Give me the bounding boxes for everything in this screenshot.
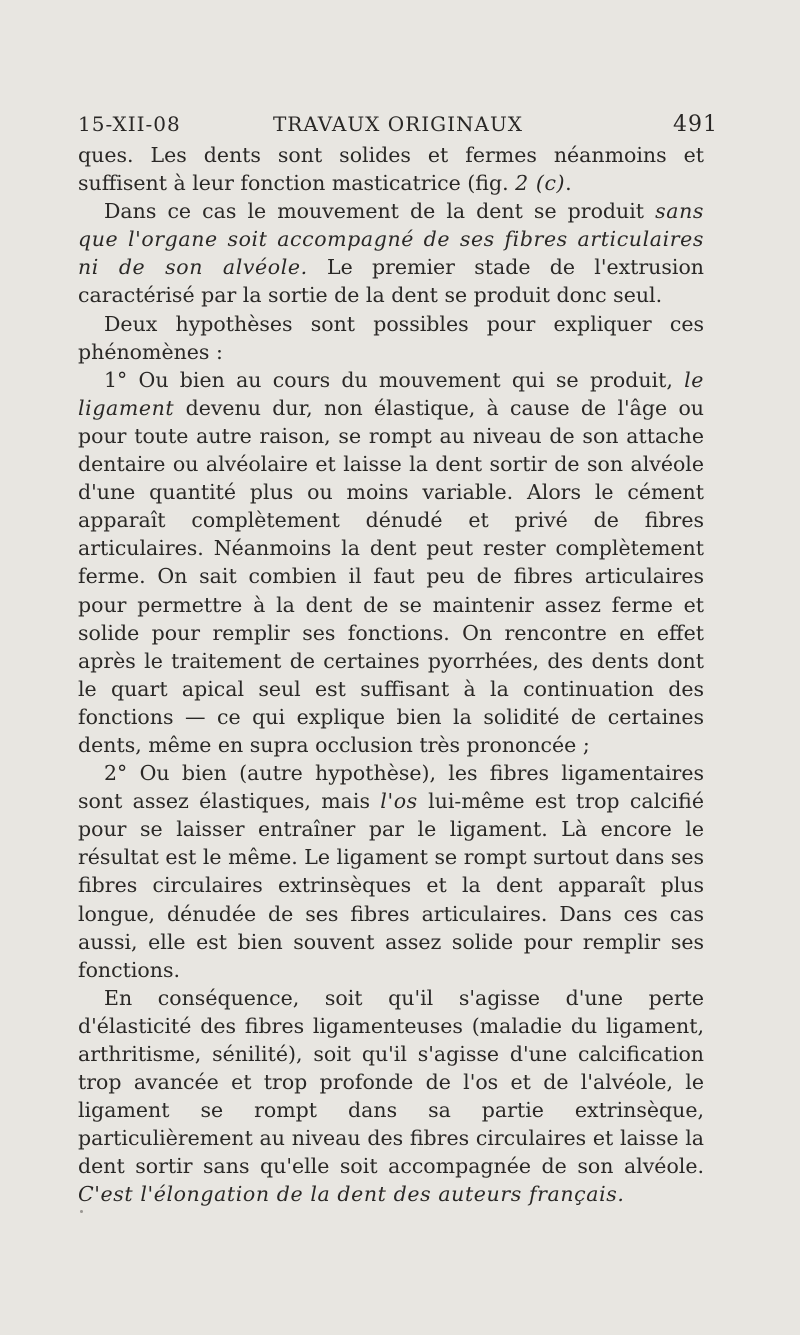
paper-speck [80, 1210, 83, 1213]
italic-text: l'os [380, 789, 418, 814]
text-run: Deux hypothèses sont possibles pour expliquer ces phénomènes : [78, 311, 704, 364]
text-run: Le premier stade de l'extrusion caractérisé par la sortie de la dent se produit donc seul. [78, 255, 705, 308]
text-run: lui-même est trop calcifié pour se laisser entraîner par le ligament. Là encore le résultat est le même. Le ligament se rompt surtout dans ses fibres circulaires extrinsèques et la dent apparaît plus longue, dénudée de ses fibres articulaires. Dans ces cas aussi, elle est bien souvent assez solide pour remplir ses fonctions. [78, 789, 704, 982]
text-run: 2° Ou bien (autre hypothèse), les fibres ligamentaires sont assez élastiques, mais [78, 761, 704, 814]
running-head [78, 112, 718, 142]
paragraph [78, 141, 704, 197]
italic-text: le ligament [78, 367, 704, 420]
italic-text: sans que l'organe soit accompagné de ses fibres articulaires ni de son alvéole. [78, 199, 704, 280]
paragraph [78, 366, 704, 759]
text-run: En conséquence, soit qu'il s'agisse d'une perte d'élasticité des fibres ligamenteuses (maladie du ligament, arthritisme, sénilité), soit qu'il s'agisse d'une calcification trop avancée et trop profonde de l'os et de l'alvéole, le ligament se rompt dans sa partie extrinsèque, particulièrement au niveau des fibres circulaires et laisse la dent sortir sans qu'elle soit accompagnée de son alvéole. [78, 985, 704, 1179]
text-run: . [565, 171, 572, 196]
paragraph [78, 759, 704, 984]
issue-date: 15-XII-08 [78, 112, 181, 136]
italic-text: 2 (c) [515, 171, 566, 196]
paragraph [78, 310, 704, 366]
text-run: Dans ce cas le mouvement de la dent se produit [104, 199, 656, 224]
section-title: TRAVAUX ORIGINAUX [272, 112, 524, 136]
text-run: devenu dur, non élastique, à cause de l'âge ou pour toute autre raison, se rompt au niveau de son attache dentaire ou alvéolaire et laisse la dent sortir de son alvéole d'une quantité plus ou moins variable. Alors le cément apparaît complètement dénudé et privé de fibres articulaires. Néanmoins la dent peut rester complètement ferme. On sait combien il faut peu de fibres articulaires pour permettre à la dent de se maintenir assez ferme et solide pour remplir ses fonctions. On rencontre en effet après le traitement de certaines pyorrhées, des dents dont le quart apical seul est suffisant à la continuation des fonctions — ce qui explique bien la solidité de certaines dents, même en supra occlusion très prononcée ; [78, 395, 704, 757]
paragraph [78, 197, 704, 309]
article-body [78, 141, 704, 1209]
italic-text: C'est l'élongation de la dent des auteurs français. [78, 1182, 625, 1207]
text-run: ques. Les dents sont solides et fermes néanmoins et suffisent à leur fonction masticatrice (fig. [78, 143, 704, 196]
page-number: 491 [673, 112, 718, 137]
text-run: 1° Ou bien au cours du mouvement qui se produit, [104, 367, 685, 392]
paragraph [78, 984, 704, 1209]
